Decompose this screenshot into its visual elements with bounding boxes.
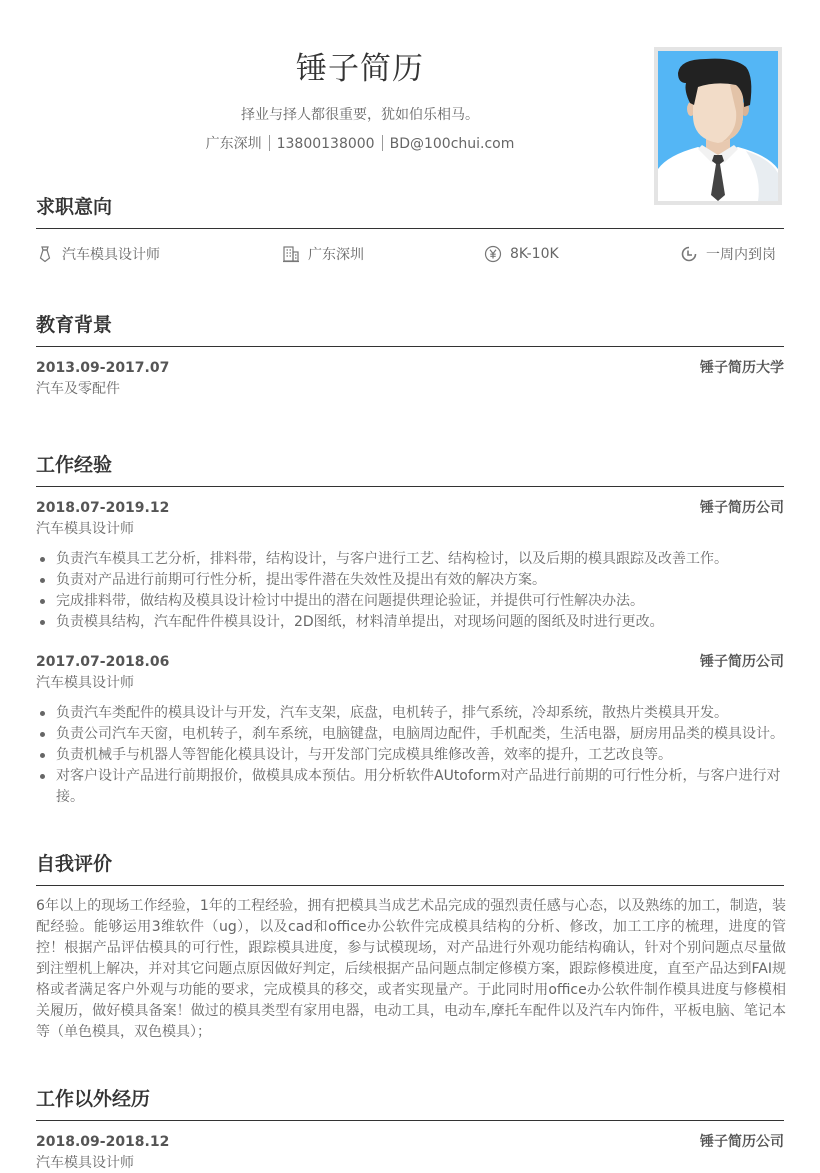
work-company: 锤子简历公司 xyxy=(700,500,784,516)
contact-location: 广东深圳 xyxy=(205,136,262,152)
clock-icon xyxy=(680,245,698,263)
section-title-other: 工作以外经历 xyxy=(36,1088,151,1110)
work-duties-list xyxy=(36,703,788,808)
resume-motto: 择业与择人都很重要，犹如伯乐相马。 xyxy=(241,107,479,123)
section-divider xyxy=(36,1120,784,1121)
work-entry-header xyxy=(36,498,784,518)
education-major: 汽车及零配件 xyxy=(36,381,120,397)
intent-city-label: 广东深圳 xyxy=(308,247,364,263)
work-role: 汽车模具设计师 xyxy=(36,675,134,691)
intent-availability xyxy=(680,244,776,264)
yen-icon xyxy=(484,245,502,263)
contact-email: BD@100chui.com xyxy=(389,136,515,152)
section-title-intent: 求职意向 xyxy=(36,196,113,218)
self-eval-text: 6年以上的现场工作经验，1年的工程经验，拥有把模具当成艺术品完成的强烈责任感与心态，以及熟练的加工，制造，装配经验。能够运用3维软件（ug），以及cad和office办公软件完成模具结构的分析、修改，加工工序的梳理，进度的管控！根据产品评估模具的可行性，跟踪模具进度，参与试模现场，对产品进行外观功能结构确认，针对个别问题点尽量做到注塑机上解决，并对其它问题点原因做好判定，后续根据产品问题点制定修模方案，跟踪修模进度，直至产品达到FAI规格或者满足客户外观与功能的要求，完成模具的移交，或者实现量产。于此同时用office办公软件制作模具进度与修模相关履历，做好模具备案！做过的模具类型有家用电器，电动工具，电动车,摩托车配件以及汽车内饰件，平板电脑、笔记本等（单色模具，双色模具）； xyxy=(36,898,786,1040)
intent-availability-label: 一周内到岗 xyxy=(706,247,776,263)
education-school: 锤子简历大学 xyxy=(700,360,784,376)
intent-salary-label: 8K-10K xyxy=(510,246,559,262)
contact-phone: 13800138000 xyxy=(276,136,375,152)
intent-position-label: 汽车模具设计师 xyxy=(62,247,160,263)
intent-city xyxy=(282,244,364,264)
work-role: 汽车模具设计师 xyxy=(36,521,134,537)
section-divider xyxy=(36,486,784,487)
list-item: 负责对产品进行前期可行性分析，提出零件潜在失效性及提出有效的解决方案。 xyxy=(36,570,784,591)
resume-header xyxy=(0,0,820,200)
section-title-self-eval: 自我评价 xyxy=(36,853,113,875)
divider xyxy=(382,135,383,151)
other-entry-header xyxy=(36,1132,784,1152)
list-item: 负责公司汽车天窗，电机转子，刹车系统，电脑键盘，电脑周边配件，手机配类，生活电器，厨房用品类的模具设计。 xyxy=(36,724,788,745)
list-item: 负责汽车模具工艺分析，排料带，结构设计，与客户进行工艺、结构检讨，以及后期的模具跟踪及改善工作。 xyxy=(36,549,784,570)
section-divider xyxy=(36,885,784,886)
list-item: 对客户设计产品进行前期报价，做模具成本预估。用分析软件AUtoform对产品进行前期的可行性分析，与客户进行对接。 xyxy=(36,766,788,808)
intent-salary xyxy=(484,244,559,264)
building-icon xyxy=(282,245,300,263)
section-divider xyxy=(36,228,784,229)
work-company: 锤子简历公司 xyxy=(700,654,784,670)
work-date: 2018.07-2019.12 xyxy=(36,500,170,516)
tie-icon xyxy=(36,245,54,263)
list-item: 完成排料带，做结构及模具设计检讨中提出的潜在问题提供理论验证，并提供可行性解决办法。 xyxy=(36,591,784,612)
other-role: 汽车模具设计师 xyxy=(36,1155,134,1171)
contact-line xyxy=(140,134,580,154)
section-title-education: 教育背景 xyxy=(36,314,113,336)
list-item: 负责机械手与机器人等智能化模具设计，与开发部门完成模具维修改善，效率的提升，工艺改良等。 xyxy=(36,745,788,766)
section-divider xyxy=(36,346,784,347)
divider xyxy=(269,135,270,151)
education-date: 2013.09-2017.07 xyxy=(36,360,170,376)
work-entry-header xyxy=(36,652,784,672)
avatar-photo-icon xyxy=(658,51,778,201)
work-duties-list xyxy=(36,549,784,633)
list-item: 负责汽车类配件的模具设计与开发，汽车支架，底盘，电机转子，排气系统，冷却系统，散热片类模具开发。 xyxy=(36,703,788,724)
other-company: 锤子简历公司 xyxy=(700,1134,784,1150)
other-date: 2018.09-2018.12 xyxy=(36,1134,170,1150)
list-item: 负责模具结构，汽车配件件模具设计，2D图纸，材料清单提出，对现场问题的图纸及时进行更改。 xyxy=(36,612,784,633)
section-title-work: 工作经验 xyxy=(36,454,113,476)
job-intent-row xyxy=(36,244,784,264)
avatar xyxy=(654,47,782,205)
resume-name: 锤子简历 xyxy=(296,51,424,87)
work-date: 2017.07-2018.06 xyxy=(36,654,170,670)
intent-position xyxy=(36,244,160,264)
education-entry-header xyxy=(36,358,784,378)
